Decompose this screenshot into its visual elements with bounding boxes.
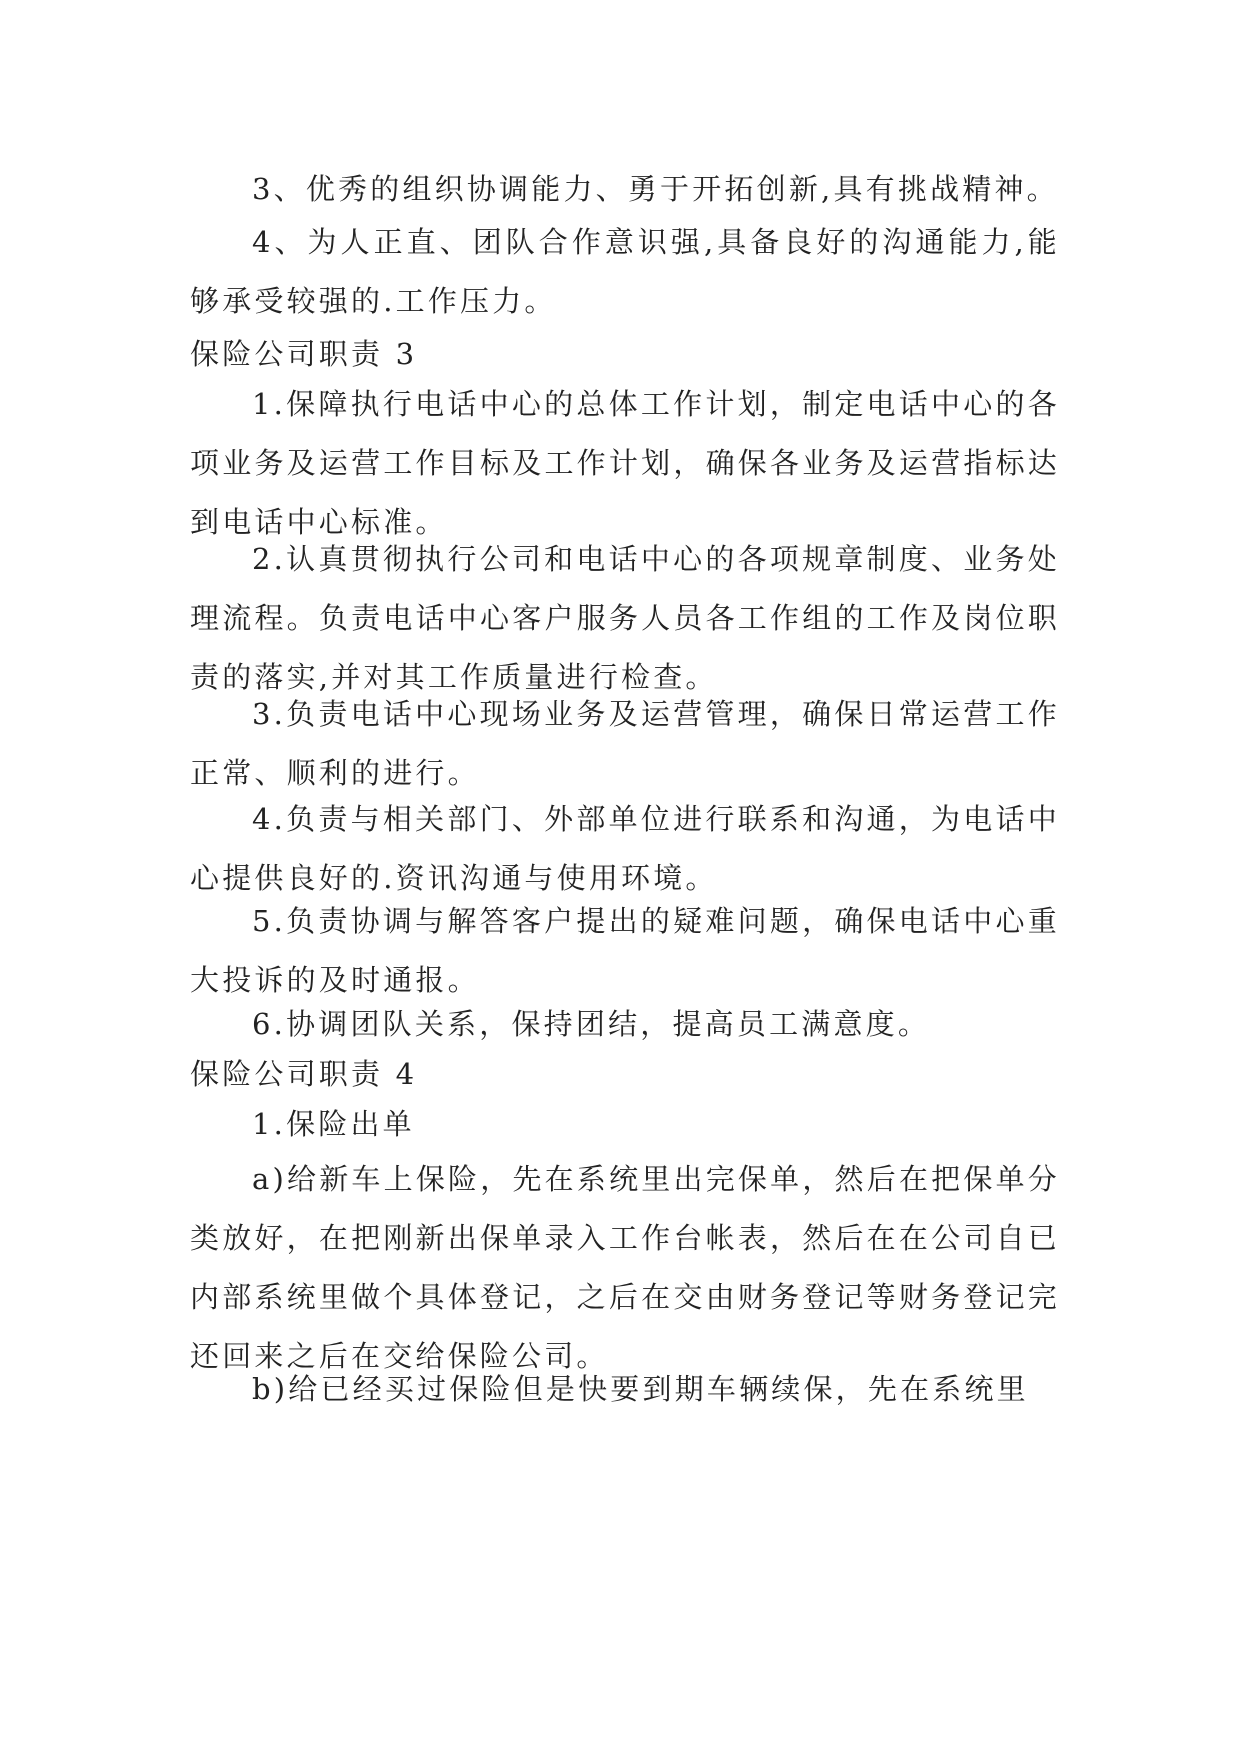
paragraph-duty3-item-2: 2.认真贯彻执行公司和电话中心的各项规章制度、业务处理流程。负责电话中心客户服务人员各工作组的工作及岗位职责的落实,并对其工作质量进行检查。 [190, 542, 1060, 694]
paragraph-duty3-item-4: 4.负责与相关部门、外部单位进行联系和沟通，为电话中心提供良好的.资讯沟通与使用环境。 [190, 802, 1060, 895]
paragraph-duty3-item-3: 3.负责电话中心现场业务及运营管理，确保日常运营工作正常、顺利的进行。 [190, 697, 1060, 790]
paragraph-duty3-item-5: 5.负责协调与解答客户提出的疑难问题，确保电话中心重大投诉的及时通报。 [190, 904, 1060, 997]
paragraph-duty4-item-1: 1.保险出单 [252, 1107, 415, 1141]
paragraph-duty4-item-b: b)给已经买过保险但是快要到期车辆续保，先在系统里 [252, 1372, 1029, 1406]
paragraph-duty3-item-1: 1.保障执行电话中心的总体工作计划，制定电话中心的各项业务及运营工作目标及工作计划，确保各业务及运营指标达到电话中心标准。 [190, 387, 1060, 539]
section-heading-duty-3: 保险公司职责 3 [190, 337, 418, 371]
section-heading-duty-4: 保险公司职责 4 [190, 1057, 418, 1091]
paragraph-requirement-3: 3、优秀的组织协调能力、勇于开拓创新,具有挑战精神。 [252, 172, 1059, 206]
paragraph-requirement-4: 4、为人正直、团队合作意识强,具备良好的沟通能力,能够承受较强的.工作压力。 [190, 225, 1060, 318]
paragraph-duty4-item-a: a)给新车上保险，先在系统里出完保单，然后在把保单分类放好，在把刚新出保单录入工作台帐表，然后在在公司自已内部系统里做个具体登记，之后在交由财务登记等财务登记完还回来之后在交给保险公司。 [190, 1162, 1060, 1373]
paragraph-duty3-item-6: 6.协调团队关系，保持团结，提高员工满意度。 [252, 1007, 931, 1041]
